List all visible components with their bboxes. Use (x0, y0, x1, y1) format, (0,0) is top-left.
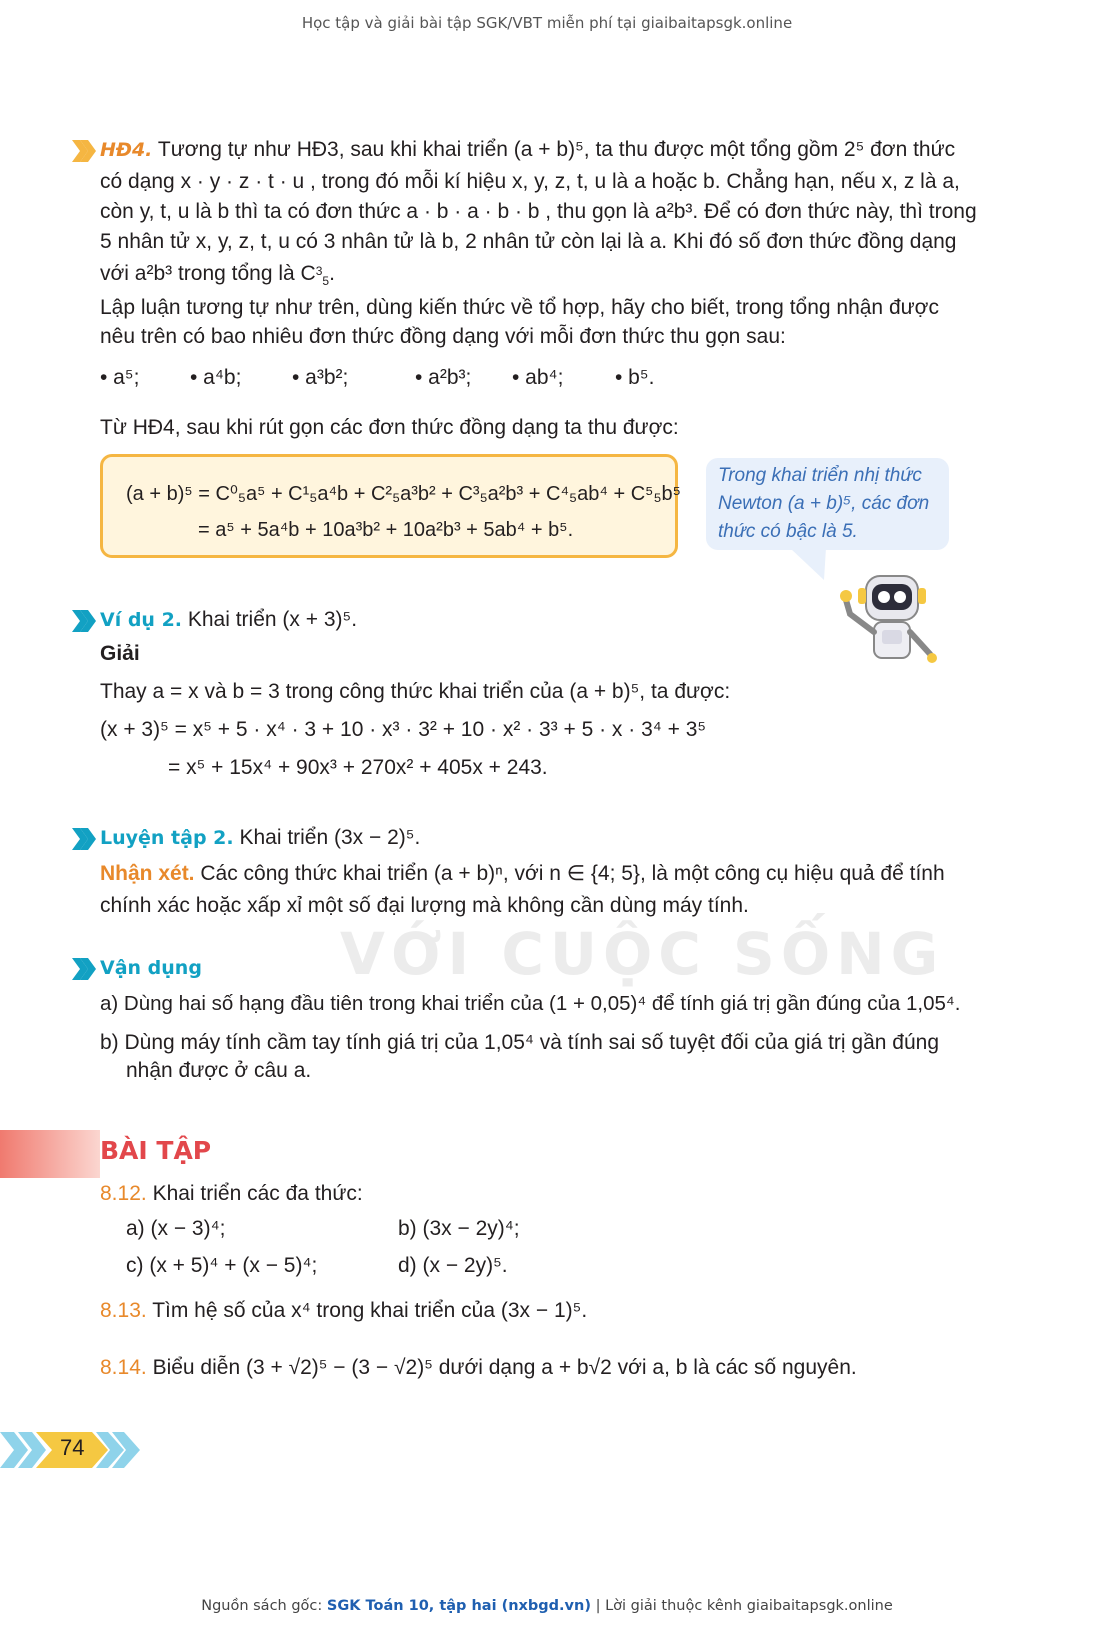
exercise-8-14: 8.14. Biểu diễn (3 + √2)⁵ − (3 − √2)⁵ dưới dạng a + b√2 với a, b là các số nguyên. (100, 1356, 857, 1379)
bullet-b5: • b⁵. (615, 366, 655, 389)
hd4-line5: với a²b³ trong tổng là $C^3_5$. (100, 262, 335, 289)
hd4-question-line2: nêu trên có bao nhiêu đơn thức đồng dạng với mỗi đơn thức thu gọn sau: (100, 325, 786, 348)
bullet-ab4: • ab⁴; (512, 366, 564, 389)
example2-label: Ví dụ 2. (100, 609, 183, 631)
exercise-8-12-a: a) (x − 3)⁴; (126, 1217, 226, 1240)
exercise-section-bar (0, 1130, 100, 1178)
chevron-icon (72, 958, 96, 980)
formula-line2: = a⁵ + 5a⁴b + 10a³b² + 10a²b³ + 5ab⁴ + b⁵. (198, 519, 574, 541)
source-link[interactable]: SGK Toán 10, tập hai (nxbgd.vn) (326, 1598, 591, 1614)
watermark: VỚI CUỘC SỐNG (340, 920, 945, 988)
bullet-a2b3: • a²b³; (415, 366, 472, 389)
bubble-tail-icon (790, 548, 830, 582)
apply-b-line1: b) Dùng máy tính cầm tay tính giá trị của 1,05⁴ và tính sai số tuyệt đối của giá trị gần đúng (100, 1031, 939, 1054)
bullet-a5: • a⁵; (100, 366, 140, 389)
exercise-8-13: 8.13. Tìm hệ số của x⁴ trong khai triển của (3x − 1)⁵. (100, 1299, 588, 1322)
example2-line3: = x⁵ + 15x⁴ + 90x³ + 270x² + 405x + 243. (168, 756, 548, 779)
hd4-label: HĐ4. (100, 139, 153, 161)
apply-b-line2: nhận được ở câu a. (126, 1059, 312, 1082)
exercise-title: BÀI TẬP (100, 1136, 212, 1165)
bullet-a3b2: • a³b²; (292, 366, 349, 389)
practice2-label: Luyện tập 2. (100, 827, 234, 849)
hd4-line3: còn y, t, u là b thì ta có đơn thức a · b · a · b · b , thu gọn là a²b³. Để có đơn thức này, thì trong (100, 200, 977, 223)
chevron-icon (72, 140, 96, 162)
chevron-icon (72, 610, 96, 632)
bubble-text: Trong khai triển nhị thức Newton (a + b)⁵, các đơn thức có bậc là 5. (718, 465, 930, 542)
remark-line1: Nhận xét. Các công thức khai triển (a + b)ⁿ, với n ∈ {4; 5}, là một công cụ hiệu quả để tính (100, 862, 945, 885)
exercise-8-12: 8.12. Khai triển các đa thức: (100, 1182, 363, 1205)
bullet-a4b: • a⁴b; (190, 366, 242, 389)
practice2-heading: Luyện tập 2. Khai triển (3x − 2)⁵. (100, 826, 421, 849)
exercise-8-12-d: d) (x − 2y)⁵. (398, 1254, 508, 1277)
remark-line2: chính xác hoặc xấp xỉ một số đại lượng mà không cần dùng máy tính. (100, 894, 749, 917)
hd4-question-line1: Lập luận tương tự như trên, dùng kiến thức về tổ hợp, hãy cho biết, trong tổng nhận được (100, 296, 939, 319)
hd4-line4: 5 nhân tử x, y, z, t, u có 3 nhân tử là b, 2 nhân tử còn lại là a. Khi đó số đơn thức đồng dạng (100, 230, 957, 253)
formula-line1: (a + b)⁵ = C⁰₅a⁵ + C¹₅a⁴b + C²₅a³b² + C³₅a²b³ + C⁴₅ab⁴ + C⁵₅b⁵ (126, 483, 681, 505)
remark-label: Nhận xét. (100, 862, 195, 885)
example2-line1: Thay a = x và b = 3 trong công thức khai triển của (a + b)⁵, ta được: (100, 680, 731, 703)
chevron-icon (72, 828, 96, 850)
solution-title: Giải (100, 642, 140, 665)
apply-label: Vận dụng (100, 957, 202, 979)
footer-note: Nguồn sách gốc: SGK Toán 10, tập hai (nxbgd.vn) | Lời giải thuộc kênh giaibaitapsgk.online (201, 1598, 893, 1614)
example2-line2: (x + 3)⁵ = x⁵ + 5 · x⁴ · 3 + 10 · x³ · 3² + 10 · x² · 3³ + 5 · x · 3⁴ + 3⁵ (100, 718, 707, 741)
robot-mascot-icon (836, 570, 944, 666)
header-note: Học tập và giải bài tập SGK/VBT miễn phí tại giaibaitapsgk.online (301, 14, 793, 32)
hd4-line1: HĐ4. Tương tự như HĐ3, sau khi khai triển (a + b)⁵, ta thu được một tổng gồm 2⁵ đơn thức (100, 138, 956, 161)
apply-a: a) Dùng hai số hạng đầu tiên trong khai triển của (1 + 0,05)⁴ để tính giá trị gần đúng của 1,05⁴. (100, 992, 961, 1015)
hd4-line2: có dạng x · y · z · t · u , trong đó mỗi kí hiệu x, y, z, t, u là a hoặc b. Chẳng hạn, nếu x, z là a, (100, 170, 960, 193)
exercise-8-12-b: b) (3x − 2y)⁴; (398, 1217, 520, 1240)
after-hd4-text: Từ HĐ4, sau khi rút gọn các đơn thức đồng dạng ta thu được: (100, 416, 679, 439)
example2-heading: Ví dụ 2. Khai triển (x + 3)⁵. (100, 608, 358, 631)
exercise-8-12-c: c) (x + 5)⁴ + (x − 5)⁴; (126, 1254, 318, 1277)
page-number: 74 (60, 1435, 85, 1460)
